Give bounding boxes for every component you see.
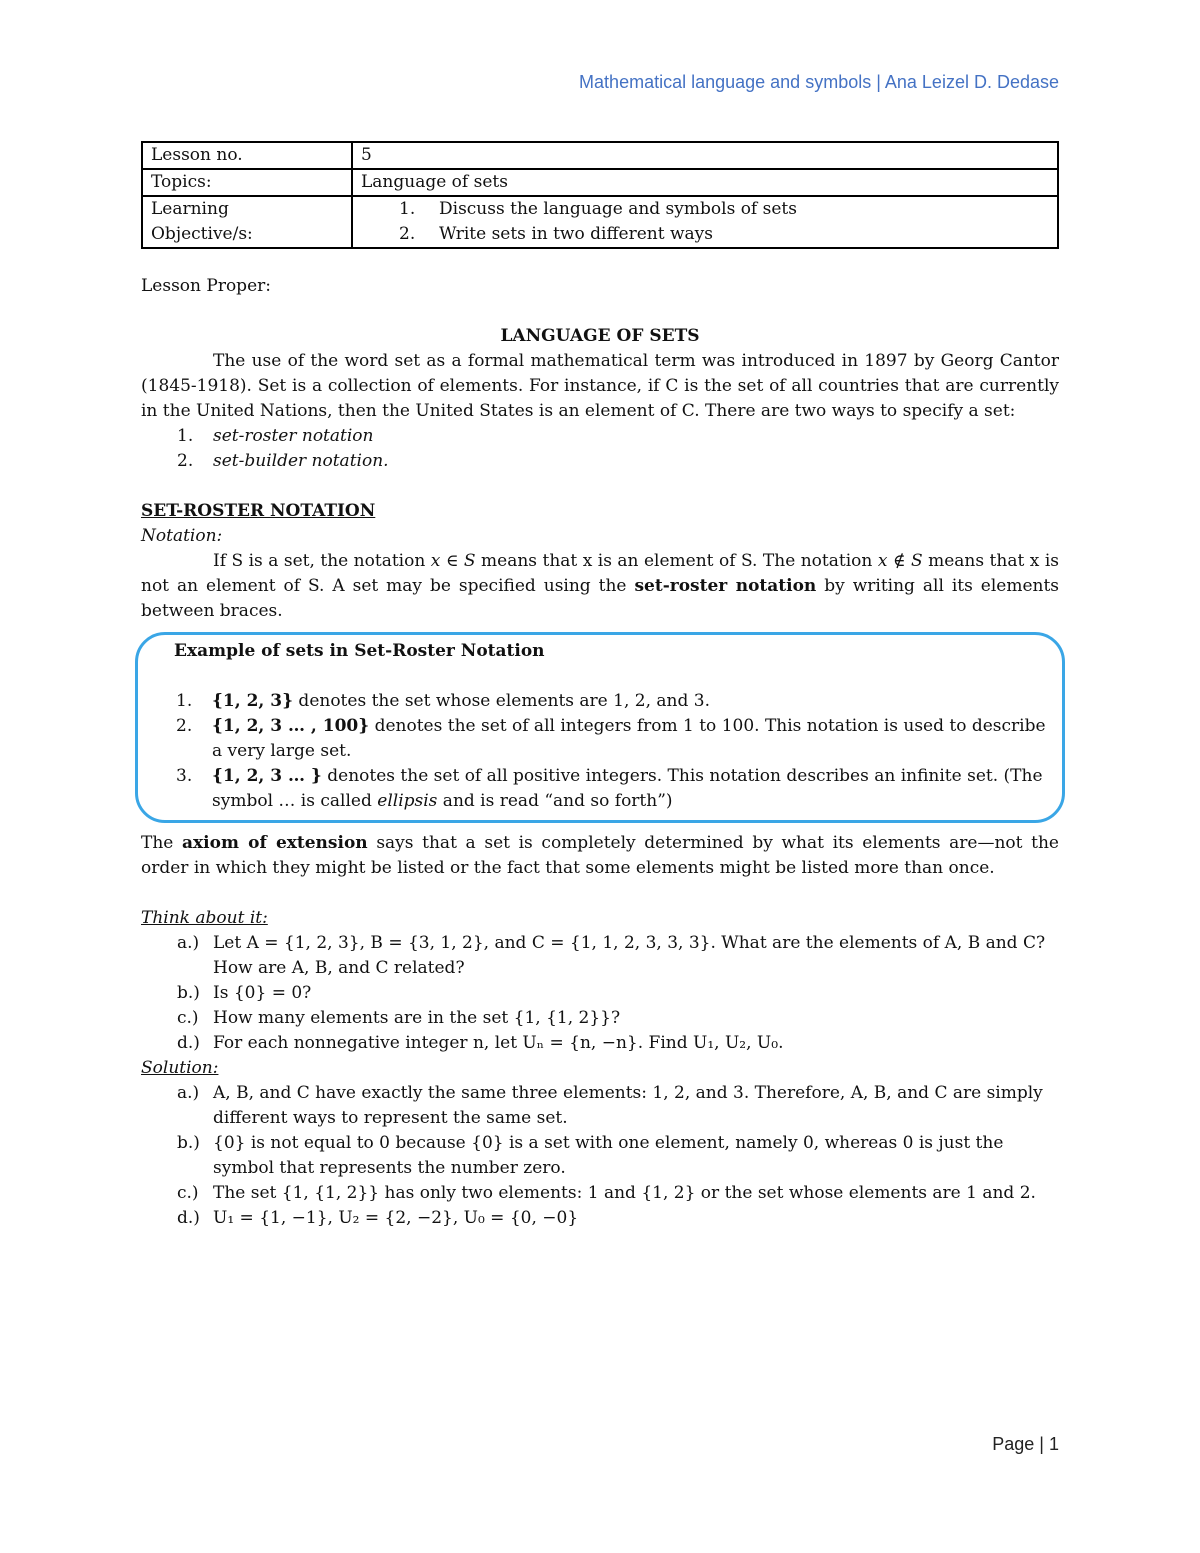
topics-label: Topics: — [142, 169, 352, 196]
example-box-title: Example of sets in Set-Roster Notation — [174, 641, 545, 661]
ways-list — [141, 424, 1059, 474]
list-item: 2. Write sets in two different ways — [399, 224, 713, 244]
page-footer: Page | 1 — [992, 1434, 1059, 1454]
example-box — [135, 632, 1065, 823]
page-content — [141, 141, 1059, 1231]
roster-heading: SET-ROSTER NOTATION — [141, 501, 376, 521]
list-item: d.) For each nonnegative integer n, let Uₙ = {n, −n}. Find U₁, U₂, U₀. — [177, 1033, 784, 1053]
lesson-proper-label: Lesson Proper: — [141, 276, 271, 296]
lesson-no-value: 5 — [352, 142, 1058, 169]
think-heading: Think about it: — [141, 908, 268, 928]
intro-paragraph: The use of the word set as a formal mathematical term was introduced in 1897 by Georg Cantor (1845-1918). Set is a collection of elements. For instance, if C is the set of all countries that are currently in the United Nations, then the United States is an element of C. There are two ways to specify a set: — [141, 351, 1059, 421]
list-item: d.) U₁ = {1, −1}, U₂ = {2, −2}, U₀ = {0, −0} — [177, 1208, 579, 1228]
list-item: 2. {1, 2, 3 … , 100} denotes the set of all integers from 1 to 100. This notation is used to describe a very large set. — [176, 716, 1046, 761]
lesson-info-table — [141, 141, 1059, 249]
table-row — [142, 169, 1058, 196]
table-row — [142, 196, 1058, 248]
list-item: c.) How many elements are in the set {1, {1, 2}}? — [177, 1008, 621, 1028]
table-row — [142, 142, 1058, 169]
list-item: a.) A, B, and C have exactly the same three elements: 1, 2, and 3. Therefore, A, B, and C are simply different ways to represent the same set. — [177, 1083, 1043, 1128]
section-title: LANGUAGE OF SETS — [500, 326, 700, 346]
topics-value: Language of sets — [352, 169, 1058, 196]
objectives-label-line-2: Objective/s: — [151, 224, 253, 244]
list-item: 1. Discuss the language and symbols of sets — [399, 199, 797, 219]
page-header: Mathematical language and symbols | Ana Leizel D. Dedase — [579, 72, 1059, 92]
objectives-label — [142, 196, 352, 248]
list-item: 2. set-builder notation. — [177, 451, 389, 471]
objectives-value — [352, 196, 1058, 248]
think-list — [141, 931, 1059, 1056]
objectives-label-line-1: Learning — [151, 199, 229, 219]
lesson-no-label: Lesson no. — [142, 142, 352, 169]
think-section — [141, 906, 1059, 1231]
notation-label: Notation: — [141, 526, 223, 546]
roster-paragraph: If S is a set, the notation x ∈ S means that x is an element of S. The notation x ∉ S means that x is not an element of S. A set may be specified using the set-roster notation by writing all its elements between braces. — [141, 551, 1060, 621]
list-item: 1. set-roster notation — [177, 426, 374, 446]
list-item: 3. {1, 2, 3 … } denotes the set of all positive integers. This notation describes an infinite set. (The symbol … is called ellipsis and is read “and so forth”) — [176, 766, 1043, 811]
list-item: c.) The set {1, {1, 2}} has only two elements: 1 and {1, 2} or the set whose elements are 1 and 2. — [177, 1183, 1036, 1203]
solution-heading: Solution: — [141, 1058, 219, 1078]
list-item: 1. {1, 2, 3} denotes the set whose elements are 1, 2, and 3. — [176, 691, 710, 711]
solution-list — [141, 1081, 1059, 1231]
objectives-list — [361, 197, 1049, 247]
axiom-paragraph: The axiom of extension says that a set is completely determined by what its elements are—not the order in which they might be listed or the fact that some elements might be listed more than once. — [141, 833, 1059, 878]
list-item: a.) Let A = {1, 2, 3}, B = {3, 1, 2}, and C = {1, 1, 2, 3, 3, 3}. What are the elements of A, B and C? How are A, B, and C related? — [177, 933, 1046, 978]
list-item: b.) {0} is not equal to 0 because {0} is a set with one element, namely 0, whereas 0 is just the symbol that represents the number zero. — [177, 1133, 1004, 1178]
example-list — [174, 689, 1048, 814]
list-item: b.) Is {0} = 0? — [177, 983, 312, 1003]
